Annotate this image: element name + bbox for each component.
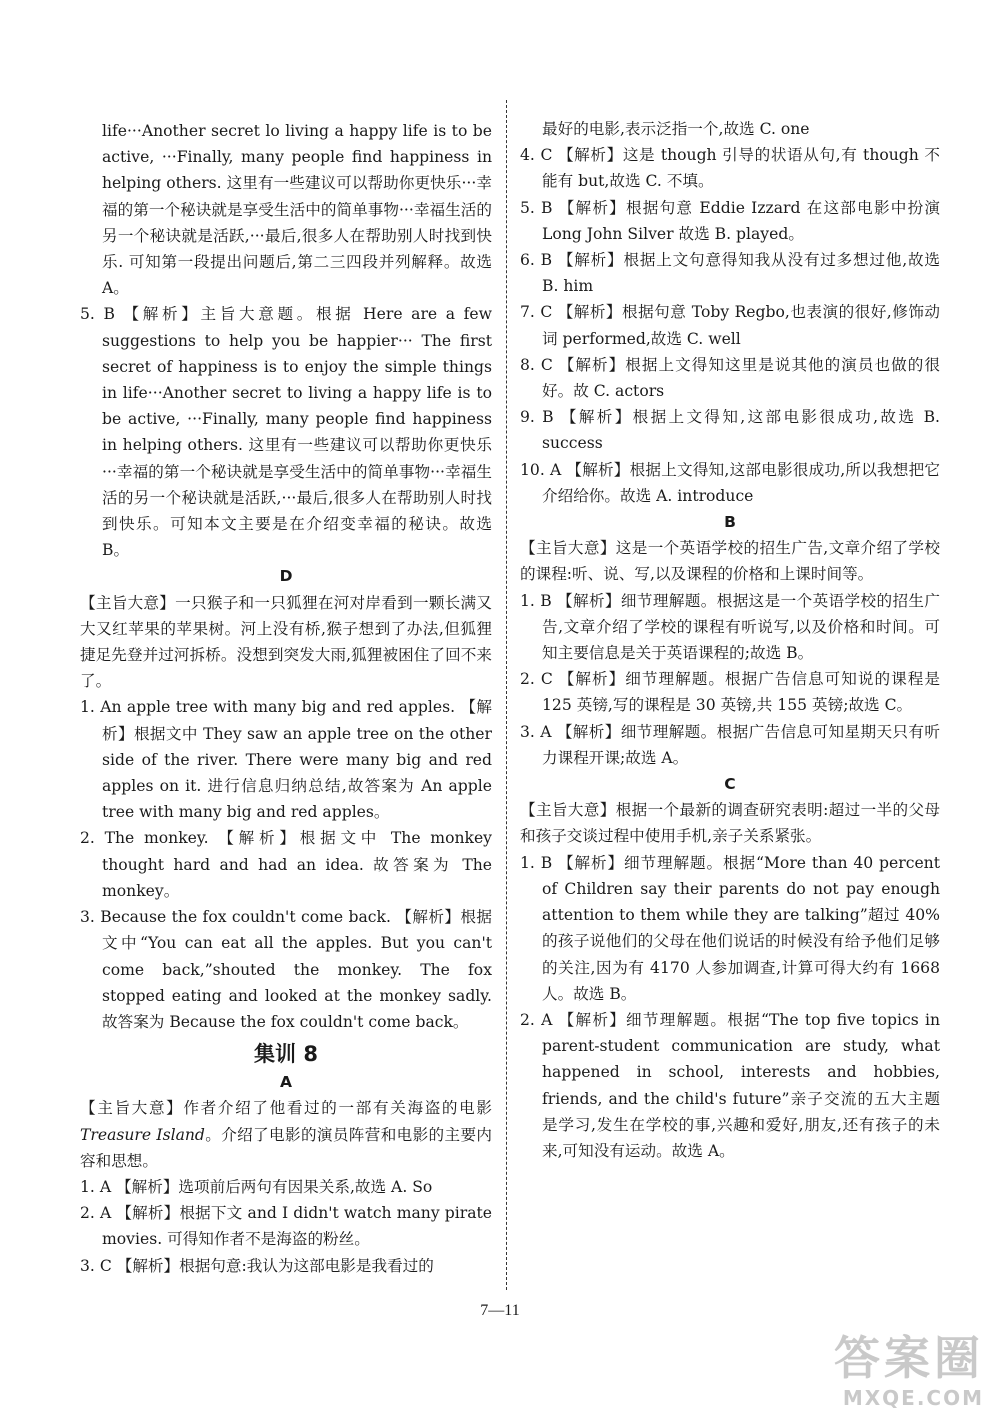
answer-a-4: 4. C 【解析】这是 though 引导的状语从句,有 though 不能有 but,故选 C. 不填。	[520, 146, 940, 191]
answer-a-10: 10. A 【解析】根据上文得知,这部电影很成功,所以我想把它介绍给你。故选 A. introduce	[520, 460, 940, 505]
section-heading-a: A	[280, 1073, 292, 1092]
main-idea-d: 【主旨大意】一只猴子和一只狐狸在河对岸看到一颗长满又大又红苹果的苹果树。河上没有桥,猴子想到了办法,但狐狸捷足先登并过河拆桥。没想到突发大雨,狐狸被困住了回不来了。	[80, 593, 492, 691]
continued-answer-a-3: 最好的电影,表示泛指一个,故选 C. one	[542, 120, 810, 138]
section-heading-c: C	[724, 775, 736, 794]
watermark-logo-text: 答案圈	[834, 1331, 984, 1385]
answer-c-2: 2. A 【解析】细节理解题。根据“The top five topics in parent-student communication are study, what happened in school, interests and hobbies, friends, and the child's future”亲子交流的五大主题是学习,发生在学校的事,兴趣和爱好,朋友,还有孩子的未来,可知没有运动。故选 A。	[520, 1010, 940, 1160]
answer-d-3: 3. Because the fox couldn't come back. 【解析】根据文中“You can eat all the apples. But you can't come back,”shouted the monkey. The fox stopped eating and looked at the monkey sadly. 故答案为 Because the fox couldn't come back。	[80, 908, 492, 1031]
main-idea-a-part2: 。介绍了电影的演员阵营和电影的主要内容和思想。	[80, 1125, 492, 1170]
main-idea-a	[80, 1095, 492, 1174]
answer-d-1: 1. An apple tree with many big and red apples. 【解析】根据文中 They saw an apple tree on the other side of the river. There were many big and red apples on it. 进行信息归纳总结,故答案为 An apple tree with many big and red apples。	[80, 698, 492, 822]
answer-b-1: 1. B 【解析】细节理解题。根据这是一个英语学校的招生广告,文章介绍了学校的课程有听说写,以及价格和时间。可知主要信息是关于英语课程的;故选 B。	[520, 591, 940, 663]
site-watermark	[814, 1330, 984, 1418]
answer-b-2: 2. C 【解析】细节理解题。根据广告信息可知说的课程是 125 英镑,写的课程是 30 英镑,共 155 英镑;故选 C。	[520, 670, 940, 715]
answer-a-5: 5. B 【解析】根据句意 Eddie Izzard 在这部电影中扮演 Long John Silver 故选 B. played。	[520, 198, 940, 243]
answer-c-1: 1. B 【解析】细节理解题。根据“More than 40 percent of Children say their parents do not pay enough attention to them while they are talking”超过 40%的孩子说他们的父母在他们说话的时候没有给予他们足够的关注,因为有 4170 人参加调查,计算可得大约有 1668 人。故选 B。	[520, 853, 940, 1003]
answer-d-2: 2. The monkey. 【解析】根据文中 The monkey thought hard and had an idea. 故答案为 The monkey。	[80, 829, 492, 900]
answer-a-3: 3. C 【解析】根据句意:我认为这部电影是我看过的	[80, 1256, 434, 1275]
section-heading-b: B	[724, 513, 736, 532]
answer-a-2: 2. A 【解析】根据下文 and I didn't watch many pirate movies. 可得知作者不是海盗的粉丝。	[80, 1204, 492, 1249]
page-title: 集训 8	[254, 1042, 318, 1067]
page-number: 7—11	[480, 1302, 520, 1319]
right-column	[520, 116, 940, 1164]
answer-a-8: 8. C 【解析】根据上文得知这里是说其他的演员也做的很好。故 C. actors	[520, 355, 940, 401]
left-column	[80, 118, 492, 1279]
answer-a-7: 7. C 【解析】根据句意 Toby Regbo,也表演的很好,修饰动词 performed,故选 C. well	[520, 303, 940, 348]
answer-a-9: 9. B 【解析】根据上文得知,这部电影很成功,故选 B. success	[520, 408, 940, 453]
movie-title: Treasure Island	[80, 1125, 205, 1144]
answer-b-3: 3. A 【解析】细节理解题。根据广告信息可知星期天只有听力课程开课;故选 A。	[520, 722, 940, 767]
answer-item-5: 5. B 【解析】主旨大意题。根据 Here are a few suggestions to help you be happier··· The first secret of happiness is to enjoy the simple things in life···Another secret to living a happy life is to be active, ···Finally, many people find happiness in helping others. 这里有一些建议可以帮助你更快乐···幸福的第一个秘诀就是享受生活中的简单事物···幸福生活的另一个秘诀就是活跃,···最后,很多人在帮助别人时找到快乐。可知本文主要是在介绍变幸福的秘诀。故选 B。	[80, 305, 492, 560]
main-idea-a-part1: 【主旨大意】作者介绍了他看过的一部有关海盗的电影	[80, 1099, 492, 1118]
watermark-url: MXQE.COM	[842, 1386, 984, 1410]
section-heading-d: D	[279, 567, 293, 586]
main-idea-c: 【主旨大意】根据一个最新的调查研究表明:超过一半的父母和孩子交谈过程中使用手机,亲子关系紧张。	[520, 801, 940, 846]
answer-a-1: 1. A 【解析】选项前后两句有因果关系,故选 A. So	[80, 1177, 433, 1196]
main-idea-b: 【主旨大意】这是一个英语学校的招生广告,文章介绍了学校的课程:听、说、写,以及课程的价格和上课时间等。	[520, 539, 940, 584]
column-divider	[506, 100, 507, 1290]
continued-paragraph: life···Another secret lo living a happy life is to be active, ···Finally, many people find happiness in helping others. 这里有一些建议可以帮助你更快乐···幸福的第一个秘诀就是享受生活中的简单事物···幸福生活的另一个秘诀就是活跃,···最后,很多人在帮助别人时找到快乐. 可知第一段提出问题后,第二三四段并列解释。故选 A。	[102, 122, 492, 298]
answer-a-6: 6. B 【解析】根据上文句意得知我从没有过多想过他,故选 B. him	[520, 251, 940, 296]
